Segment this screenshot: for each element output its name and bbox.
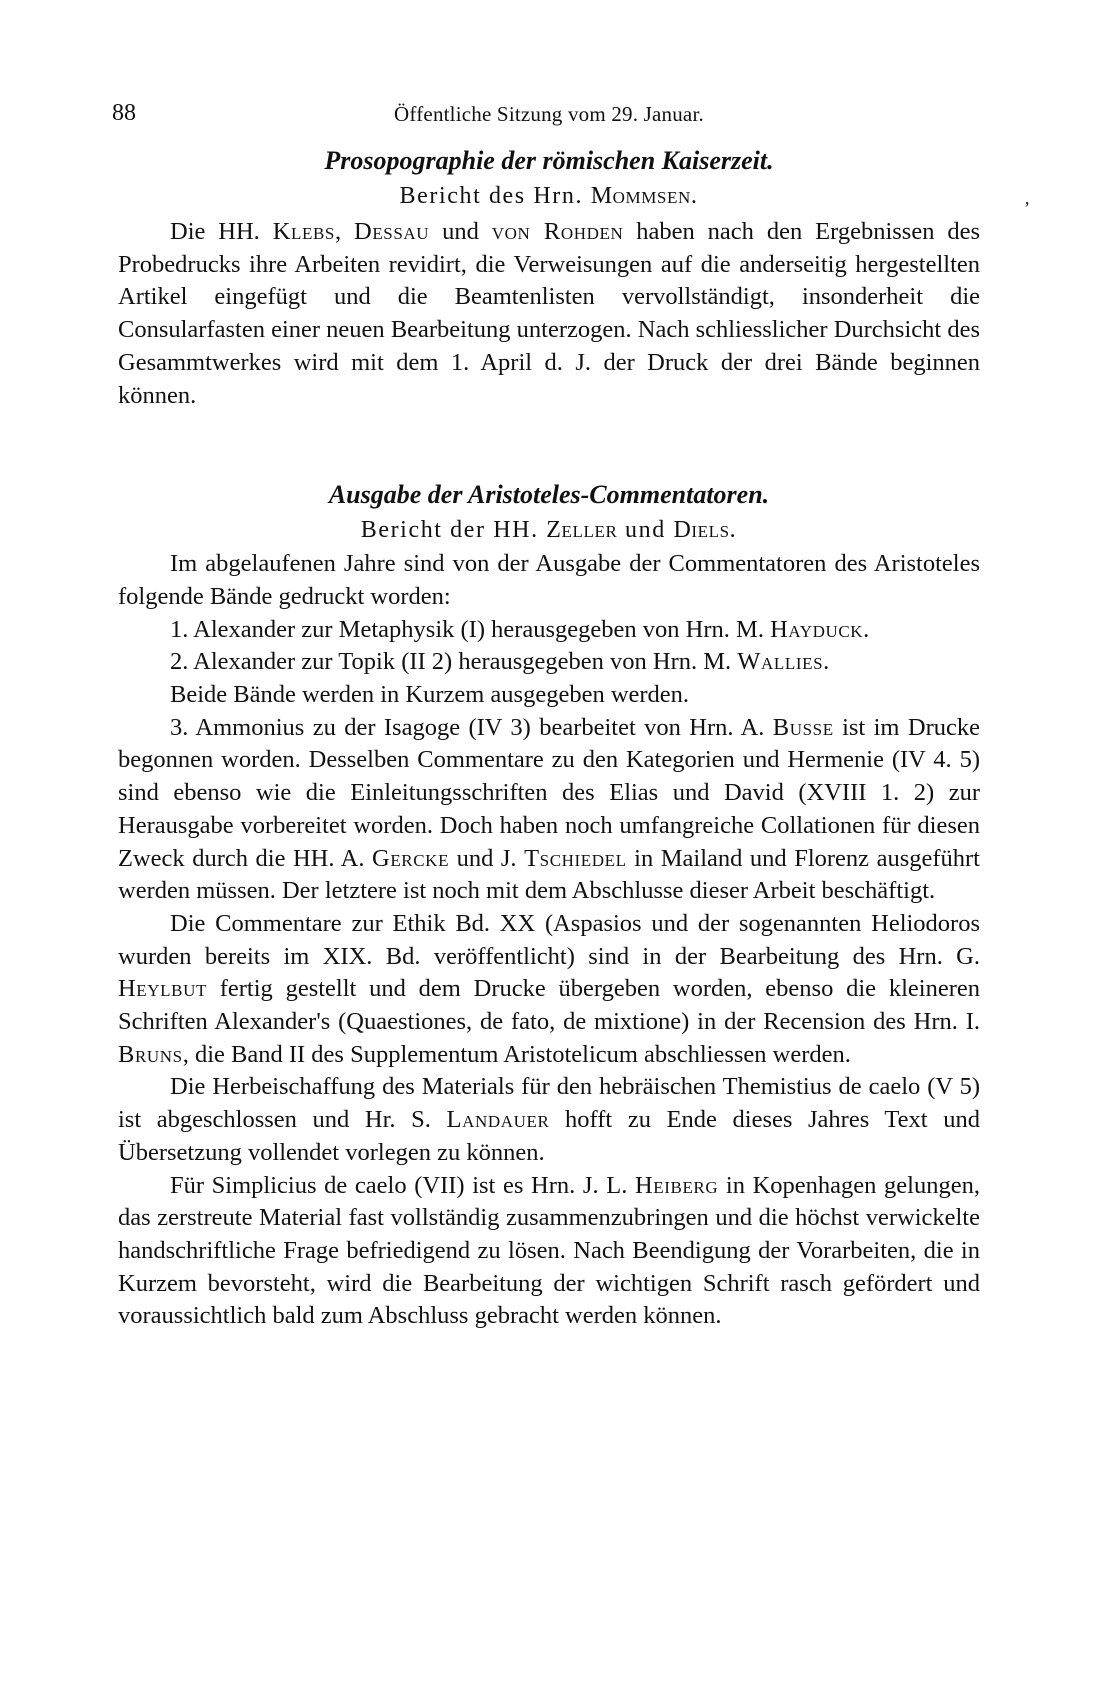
list-item: 2. Alexander zur Topik (II 2) herausgegeben von Hrn. M. Wallies. [170,648,830,676]
section-heading: Ausgabe der Aristoteles-Commentatoren. [328,480,770,510]
author-name: Zeller [546,517,618,544]
list-item: 3. Ammonius zu der Isagoge (IV 3) bearbeitet von Hrn. A. Busse ist im Drucke begonnen worden. Desselben Commentare zu den Kategorien und Hermenie (IV 4. 5) sind ebenso wie die Einleitungsschriften des Elias und David (XVIII 1. 2) zur Herausgabe vorbereitet worden. Doch haben noch umfangreiche Collationen für diesen Zweck durch die HH. A. Gercke und J. Tschiedel in Mailand und Florenz ausgeführt werden müssen. Der letztere ist noch mit dem Abschlusse dieser Arbeit beschäftigt. [118,713,980,905]
section-gap [118,412,980,474]
person-name: Klebs [272,218,335,245]
person-name: Dessau [354,218,430,245]
person-name: Landauer [446,1106,550,1134]
section-byline: Bericht des Hrn. Mommsen. [399,183,699,209]
person-name: von Rohden [491,218,624,245]
person-name: Hayduck [770,615,864,643]
page-number: 88 [112,100,136,126]
section-byline: Bericht der HH. Zeller und Diels. [360,517,738,544]
paragraph: Im abgelaufenen Jahre sind von der Ausgabe der Commentatoren des Aristoteles folgende Bände gedruckt worden: [118,550,980,610]
person-name: Gercke [372,844,450,872]
person-name: Heylbut [118,975,207,1003]
margin-mark: ʼ [1024,198,1030,218]
running-title: Öffentliche Sitzung vom 29. Januar. [394,102,704,126]
section-heading: Prosopographie der römischen Kaiserzeit. [324,146,774,175]
list-item: 1. Alexander zur Metaphysik (I) herausgegeben von Hrn. M. Hayduck. [170,615,870,643]
paragraph: Die Herbeischaffung des Materials für den hebräischen Themistius de caelo (V 5) ist abgeschlossen und Hr. S. Landauer hofft zu Ende dieses Jahres Text und Übersetzung vollendet vorlegen zu können. [118,1073,980,1166]
person-name: Busse [772,713,834,741]
section-prosopographie [118,144,980,412]
paragraph: Die Commentare zur Ethik Bd. XX (Aspasios und der sogenannten Heliodoros wurden bereits im XIX. Bd. veröffentlicht) sind in der Bearbeitung des Hrn. G. Heylbut fertig gestellt und dem Drucke übergeben worden, ebenso die kleineren Schriften Alexander's (Quaestiones, de fato, de mixtione) in der Recension des Hrn. I. Bruns, die Band II des Supplementum Aristotelicum abschliessen werden. [118,909,980,1068]
author-name: Mommsen [590,183,691,209]
paragraph: Die HH. Klebs, Dessau und von Rohden haben nach den Ergebnissen des Probedrucks ihre Arbeiten revidirt, die Verweisungen auf die anderseitig hergestellten Artikel eingefügt und die Beamtenlisten vervollständigt, insonderheit die Consularfasten einer neuen Bearbeitung unterzogen. Nach schliesslicher Durchsicht des Gesammtwerkes wird mit dem 1. April d. J. der Druck der drei Bände beginnen können. [118,218,981,409]
running-header [112,100,980,140]
person-name: Tschiedel [524,844,627,872]
paragraph: Für Simplicius de caelo (VII) ist es Hrn. J. L. Heiberg in Kopenhagen gelungen, das zerstreute Material fast vollständig zusammenzubringen und die höchst verwickelte handschriftliche Frage befriedigend zu lösen. Nach Beendigung der Vorarbeiten, die in Kurzem bevorsteht, wird die Bearbeitung der wichtigen Schrift rasch gefördert und voraussichtlich bald zum Abschluss gebracht werden können. [118,1171,980,1330]
author-name: Diels [673,517,730,544]
section-aristoteles-commentatoren [118,478,980,1333]
paragraph: Beide Bände werden in Kurzem ausgegeben werden. [170,681,690,709]
person-name: Bruns [118,1040,183,1068]
person-name: Heiberg [634,1171,719,1199]
person-name: Wallies [737,648,824,676]
document-page [112,100,1030,1333]
